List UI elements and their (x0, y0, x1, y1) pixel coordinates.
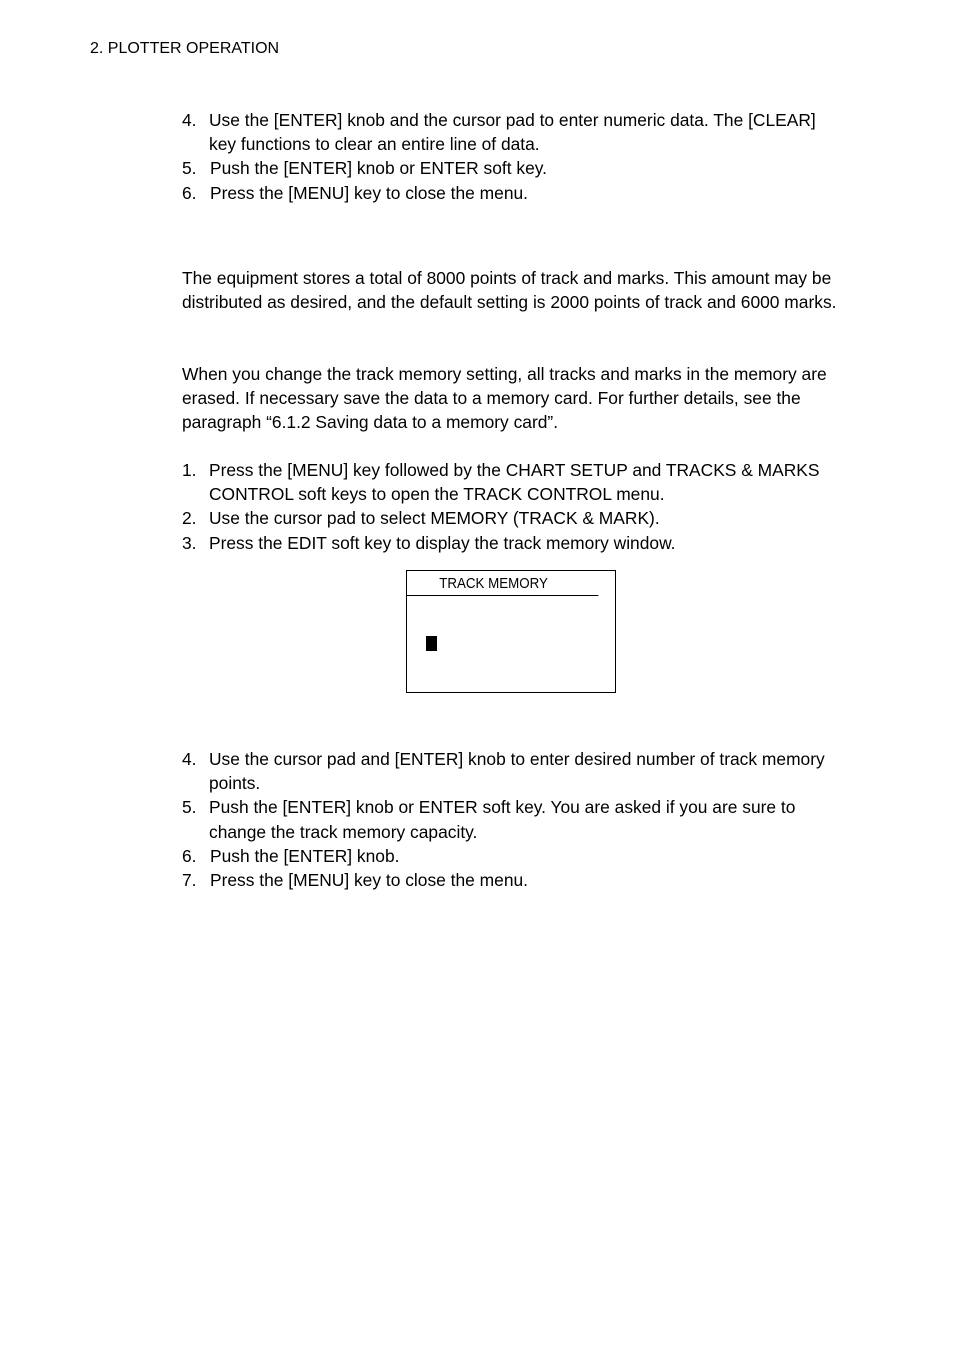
step-number: 4. (182, 110, 197, 130)
step-number: 6. (182, 182, 197, 203)
section-header: 2. PLOTTER OPERATION (90, 40, 280, 57)
track-memory-window (406, 570, 616, 693)
step-number: 3. (182, 532, 197, 553)
step-text: Use the [ENTER] knob and the cursor pad to enter numeric data. The [CLEAR] key functions to clear an entire line of data. (209, 110, 816, 155)
list-item (182, 795, 847, 843)
list-item (182, 747, 847, 795)
list-item (182, 108, 847, 156)
step-number: 7. (182, 870, 197, 891)
step-number: 2. (182, 508, 197, 529)
list-item (182, 531, 847, 555)
list-item (182, 844, 847, 868)
paragraph-capacity (182, 266, 847, 314)
step-number: 1. (182, 460, 197, 480)
paragraph-text: When you change the track memory setting, all tracks and marks in the memory are erased. If necessary save the data to a memory card. For further details, see the paragraph “6.1.2 Saving data to a memory card”. (182, 364, 827, 433)
step-text: Push the [ENTER] knob or ENTER soft key. (210, 158, 547, 179)
step-number: 5. (182, 797, 197, 818)
step-text: Push the [ENTER] knob. (210, 845, 400, 866)
step-text: Press the [MENU] key followed by the CHART SETUP and TRACKS & MARKS CONTROL soft keys to open the TRACK CONTROL menu. (209, 460, 820, 505)
step-text: Use the cursor pad and [ENTER] knob to enter desired number of track memory points. (209, 749, 825, 794)
list-item (182, 506, 847, 530)
step-number: 6. (182, 845, 197, 866)
list-item (182, 868, 847, 892)
step-text: Press the [MENU] key to close the menu. (210, 870, 528, 891)
step-number: 5. (182, 158, 197, 179)
list-item (182, 458, 847, 506)
paragraph-text: The equipment stores a total of 8000 points of track and marks. This amount may be distributed as desired, and the default setting is 2000 points of track and 6000 marks. (182, 268, 837, 313)
step-text: Use the cursor pad to select MEMORY (TRACK & MARK). (209, 508, 660, 529)
steps-bottom (182, 747, 847, 892)
step-text: Press the [MENU] key to close the menu. (210, 182, 528, 203)
input-cursor-block (426, 636, 437, 651)
paragraph-warning (182, 362, 847, 435)
steps-top (182, 108, 847, 205)
step-text: Press the EDIT soft key to display the track memory window. (209, 532, 676, 553)
list-item (182, 156, 847, 180)
step-number: 4. (182, 749, 197, 769)
list-item (182, 181, 847, 205)
steps-middle (182, 458, 847, 555)
window-title: TRACK MEMORY (407, 571, 598, 596)
step-text: Push the [ENTER] knob or ENTER soft key. You are asked if you are sure to change the track memory capacity. (209, 797, 796, 842)
